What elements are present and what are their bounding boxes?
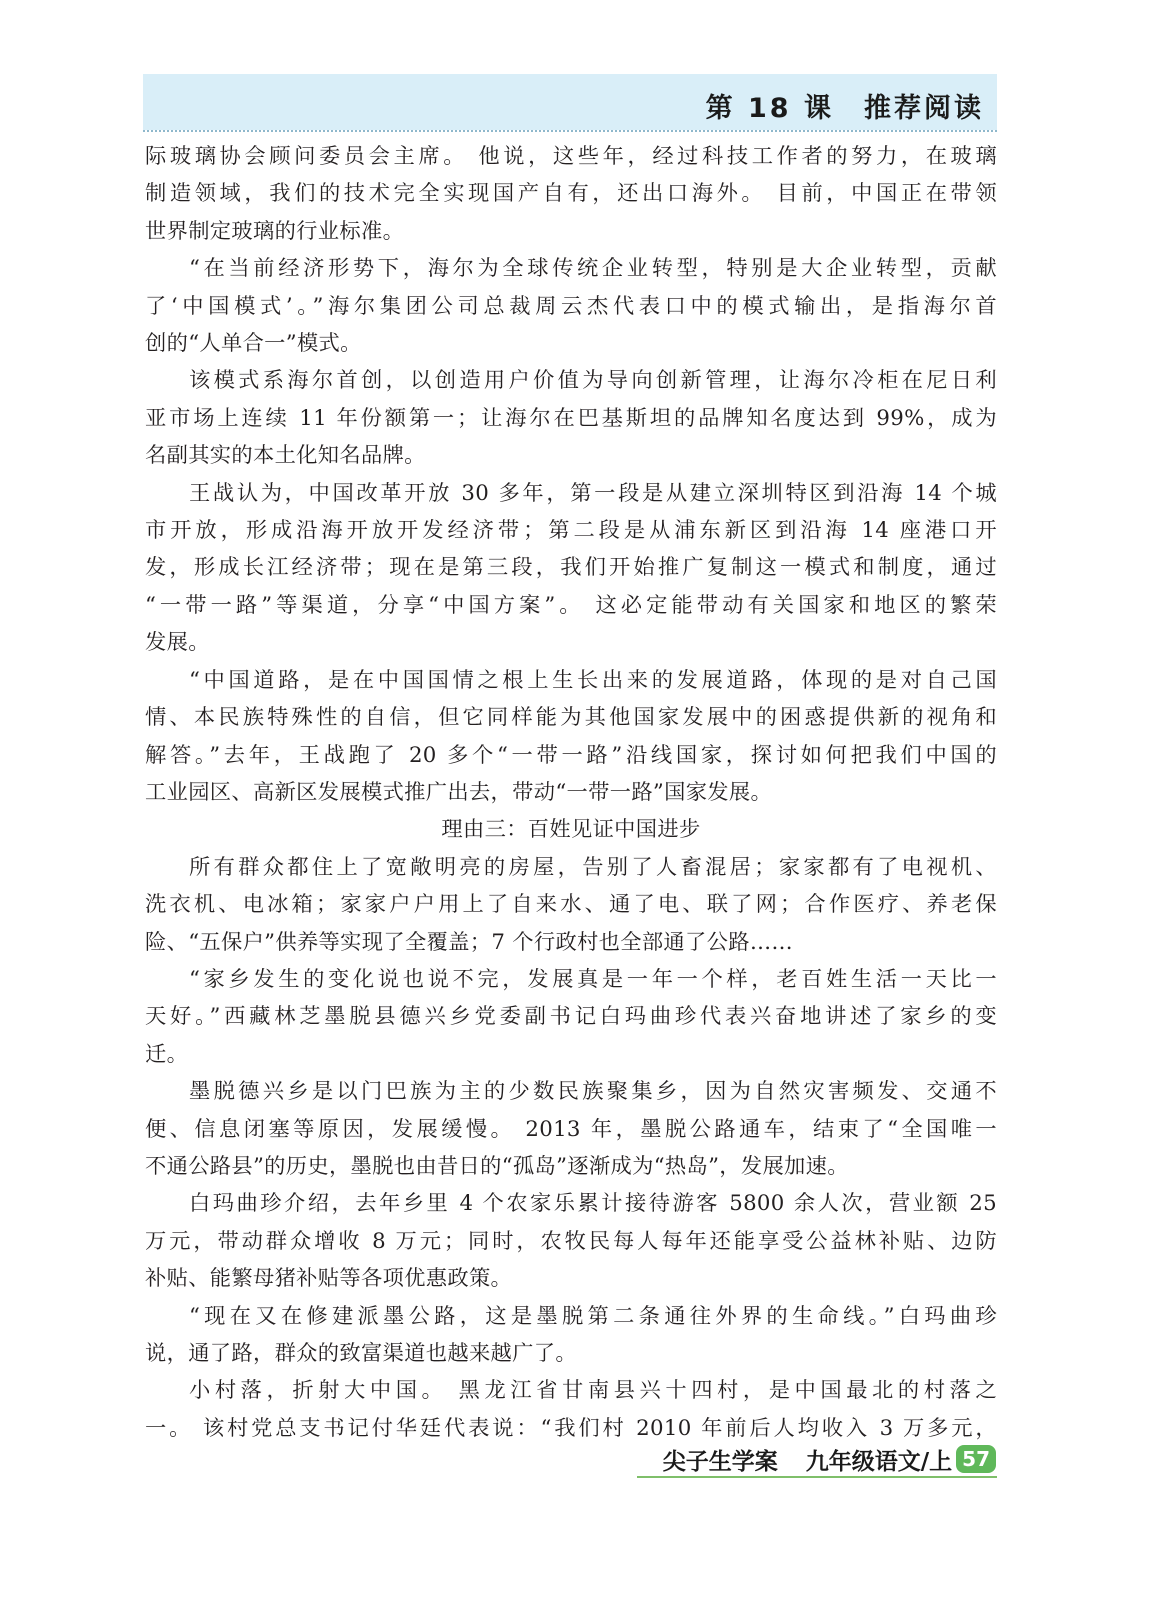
- text-line: 解答。”去年，王战跑了 20 多个“一带一路”沿线国家，探讨如何把我们中国的: [145, 742, 997, 768]
- body-text: [145, 138, 997, 1447]
- text-line: 墨脱德兴乡是以门巴族为主的少数民族聚集乡，因为自然灾害频发、交通不: [189, 1079, 997, 1105]
- page-footer: [663, 1443, 996, 1475]
- text-line: 名副其实的本土化知名品牌。: [145, 443, 426, 469]
- text-line: 便、信息闭塞等原因，发展缓慢。 2013 年，墨脱公路通车，结束了“全国唯一: [145, 1116, 997, 1142]
- grade-subject: 九年级语文/上: [805, 1448, 953, 1475]
- text-line: 情、本民族特殊性的自信，但它同样能为其他国家发展中的困惑提供新的视角和: [145, 705, 997, 731]
- text-line: 王战认为，中国改革开放 30 多年，第一段是从建立深圳特区到沿海 14 个城: [189, 480, 997, 506]
- text-line: “家乡发生的变化说也说不完，发展真是一年一个样，老百姓生活一天比一: [189, 966, 997, 992]
- text-line: 天好。”西藏林芝墨脱县德兴乡党委副书记白玛曲珍代表兴奋地讲述了家乡的变: [145, 1004, 997, 1030]
- text-line: 创的“人单合一”模式。: [145, 331, 362, 357]
- text-line: 该模式系海尔首创，以创造用户价值为导向创新管理，让海尔冷柜在尼日利: [189, 368, 997, 394]
- text-line: 说，通了路，群众的致富渠道也越来越广了。: [145, 1341, 577, 1366]
- lesson-title: 第 18 课 推荐阅读: [705, 93, 984, 124]
- text-line: 世界制定玻璃的行业标准。: [145, 218, 405, 244]
- header-divider: [143, 130, 997, 132]
- text-line: “现在又在修建派墨公路，这是墨脱第二条通往外界的生命线。”白玛曲珍: [189, 1303, 997, 1329]
- text-line: 工业园区、高新区发展模式推广出去，带动“一带一路”国家发展。: [145, 779, 773, 805]
- text-line: 了‘中国模式’。”海尔集团公司总裁周云杰代表口中的模式输出，是指海尔首: [145, 293, 997, 319]
- text-line: 所有群众都住上了宽敞明亮的房屋，告别了人畜混居；家家都有了电视机、: [189, 854, 997, 880]
- page-number-badge: 57: [956, 1445, 996, 1473]
- text-line: 际玻璃协会顾问委员会主席。 他说，这些年，经过科技工作者的努力，在玻璃: [145, 144, 997, 169]
- text-line: 补贴、能繁母猪补贴等各项优惠政策。: [145, 1266, 513, 1292]
- book-title: 尖子生学案: [662, 1448, 778, 1475]
- text-line: “在当前经济形势下，海尔为全球传统企业转型，特别是大企业转型，贡献: [189, 256, 997, 282]
- text-line: 小村落，折射大中国。 黑龙江省甘南县兴十四村，是中国最北的村落之: [189, 1378, 997, 1404]
- text-line: 制造领域，我们的技术完全实现国产自有，还出口海外。 目前，中国正在带领: [145, 181, 997, 207]
- footer-rule: [637, 1476, 997, 1478]
- text-line: 一。 该村党总支书记付华廷代表说：“我们村 2010 年前后人均收入 3 万多元，: [145, 1415, 997, 1441]
- section-heading: 理由三：百姓见证中国进步: [441, 817, 701, 843]
- text-line: 万元，带动群众增收 8 万元；同时，农牧民每人每年还能享受公益林补贴、边防: [145, 1228, 997, 1254]
- text-line: 发，形成长江经济带；现在是第三段，我们开始推广复制这一模式和制度，通过: [145, 555, 997, 581]
- text-line: 发展。: [145, 630, 210, 656]
- text-line: 亚市场上连续 11 年份额第一；让海尔在巴基斯坦的品牌知名度达到 99%，成为: [145, 405, 997, 431]
- text-line: 险、“五保户”供养等实现了全覆盖；7 个行政村也全部通了公路……: [145, 929, 794, 955]
- text-line: 不通公路县”的历史，墨脱也由昔日的“孤岛”逐渐成为“热岛”，发展加速。: [145, 1153, 849, 1179]
- text-line: “中国道路，是在中国国情之根上生长出来的发展道路，体现的是对自己国: [189, 667, 997, 693]
- text-line: 迁。: [145, 1041, 189, 1067]
- text-line: “一带一路”等渠道，分享“中国方案”。 这必定能带动有关国家和地区的繁荣: [145, 592, 997, 618]
- text-line: 洗衣机、电冰箱；家家户户用上了自来水、通了电、联了网；合作医疗、养老保: [145, 892, 997, 918]
- text-line: 市开放，形成沿海开放开发经济带；第二段是从浦东新区到沿海 14 座港口开: [145, 518, 997, 544]
- text-line: 白玛曲珍介绍，去年乡里 4 个农家乐累计接待游客 5800 余人次，营业额 25: [189, 1191, 997, 1217]
